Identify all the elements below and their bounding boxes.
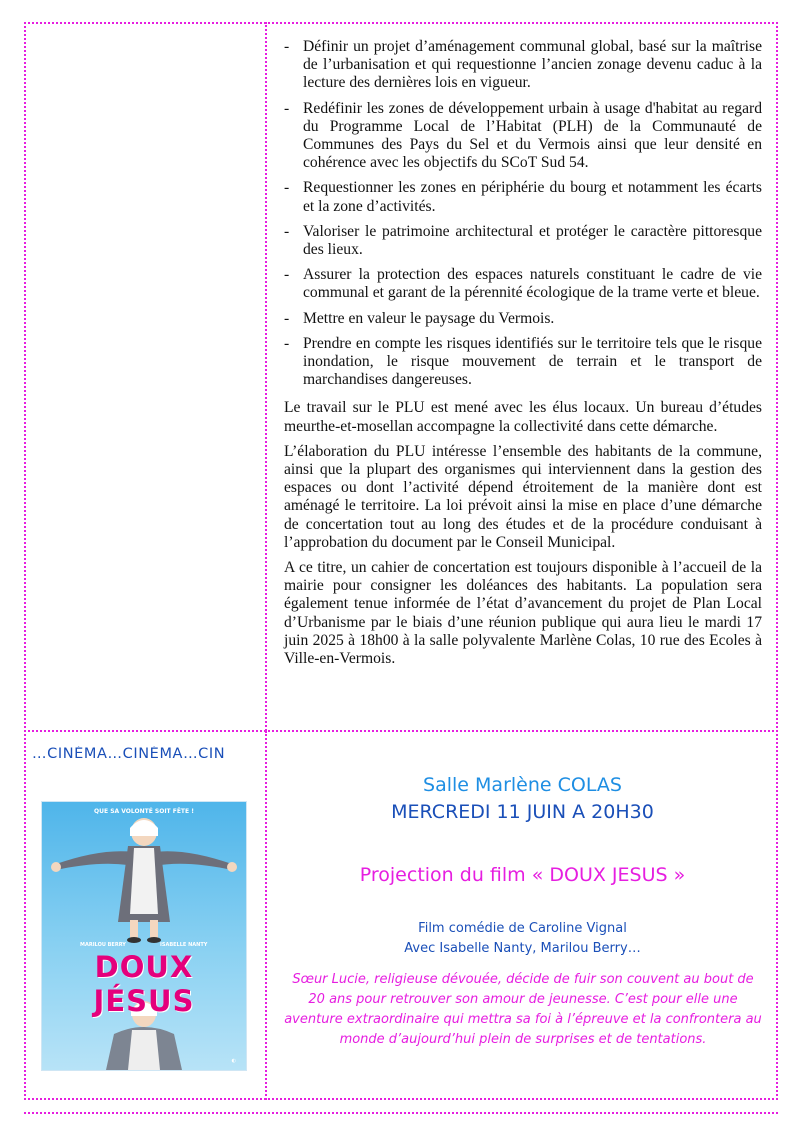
bullet-marker: - [284,334,290,352]
bullet-marker: - [284,266,290,284]
bottom-rule [24,1112,778,1114]
poster-title: DOUX JÉSUS [93,950,195,1018]
objective-text: Mettre en valeur le paysage du Vermois. [303,309,555,327]
cinema-section-title: …CINÉMA…CINÉMA…CIN [32,746,226,762]
paragraph-plu-elaboration: L’élaboration du PLU intéresse l’ensemble des habitants de la commune, ainsi que la plupart des organismes qui interviennent dans la gestion des espaces ou dont l’activité dépend étroitement de la manière dont est aménagé le territoire. La loi prévoit ainsi la mise en place d’une démarche de concertation tout au long des études et de la procédure conduisant à l’approbation du document par le Conseil Municipal. [284,442,762,551]
objective-text: Requestionner les zones en périphérie du bourg et notamment les écarts et la zone d’activités. [303,179,762,215]
objective-text: Valoriser le patrimoine architectural et protéger le caractère pittoresque des lieux. [303,222,762,259]
screening-date: MERCREDI 11 JUIN A 20H30 [391,801,654,823]
objective-text: Assurer la protection des espaces naturels constituant le cadre de vie communal et garant de la pérennité écologique de la trame verte et bleue. [303,266,762,302]
poster-actor-right: ISABELLE NANTY [160,942,208,948]
projection-title: Projection du film « DOUX JESUS » [359,864,686,886]
bullet-marker: - [284,38,290,55]
paragraph-concertation: A ce titre, un cahier de concertation est toujours disponible à l’accueil de la mairie pour consigner les doléances des habitants. La population sera également tenue informée de l’état d’avancement du projet de Plan Local d’Urbanisme par le biais d’une réunion publique qui aura lieu le mardi 17 juin 2025 à 18h00 à la salle polyvalente Marlène Colas, 10 rue des Ecoles à Ville-en-Vermois. [284,559,762,668]
flying-nun-figure [51,818,237,943]
plu-objectives-list [284,38,762,389]
film-poster [42,802,246,1070]
list-item [284,179,762,215]
bullet-marker: - [284,309,290,327]
bullet-marker: - [284,99,290,117]
column-divider-upper [265,22,267,731]
poster-tagline: QUE SA VOLONTÉ SOIT FÊTE ! [94,808,194,815]
plu-text-column [284,38,762,668]
bullet-marker: - [284,222,290,240]
film-cast-line: Avec Isabelle Nanty, Marilou Berry… [404,941,641,956]
list-item [284,100,762,173]
list-item [284,223,762,259]
objective-text: Définir un projet d’aménagement communal global, basé sur la maîtrise de l’urbanisation et qui requestionne l’ancien zonage devenu caduc à la lecture des dernières lois en vigueur. [303,38,762,92]
poster-illustration [42,802,246,1070]
objective-text: Redéfinir les zones de développement urbain à usage d'habitat au regard du Programme Local de l’Habitat (PLH) de la Communauté de Communes des Pays du Sel et du Vermois ainsi que leur densité en cohérence avec les objectifs du SCoT Sud 54. [303,99,762,172]
poster-actor-left: MARILOU BERRY [80,942,126,948]
section-divider [24,730,778,732]
bullet-marker: - [284,179,290,197]
list-item [284,310,762,328]
list-item [284,38,762,93]
column-divider-lower [265,731,267,1100]
list-item [284,266,762,302]
film-credits [270,919,775,959]
paragraph-plu-work: Le travail sur le PLU est mené avec les élus locaux. Un bureau d’études meurthe-et-mosellan accompagne la collectivité dans cette démarche. [284,399,762,435]
list-item [284,335,762,390]
venue-name: Salle Marlène COLAS [423,774,622,796]
objective-text: Prendre en compte les risques identifiés sur le territoire tels que le risque inondation, le risque mouvement de terrain et le transport de marchandises dangereuses. [303,334,762,389]
film-director-line: Film comédie de Caroline Vignal [418,921,627,936]
film-synopsis: Sœur Lucie, religieuse dévouée, décide de fuir son couvent au bout de 20 ans pour retrouver son amour de jeunesse. C’est pour elle une aventure extraordinaire qui mettra sa foi à l’épreuve et la confrontera au monde d’aujourd’hui plein de surprises et de tentations. [284,972,762,1047]
poster-distributor-logo: ◐ [231,1058,236,1064]
